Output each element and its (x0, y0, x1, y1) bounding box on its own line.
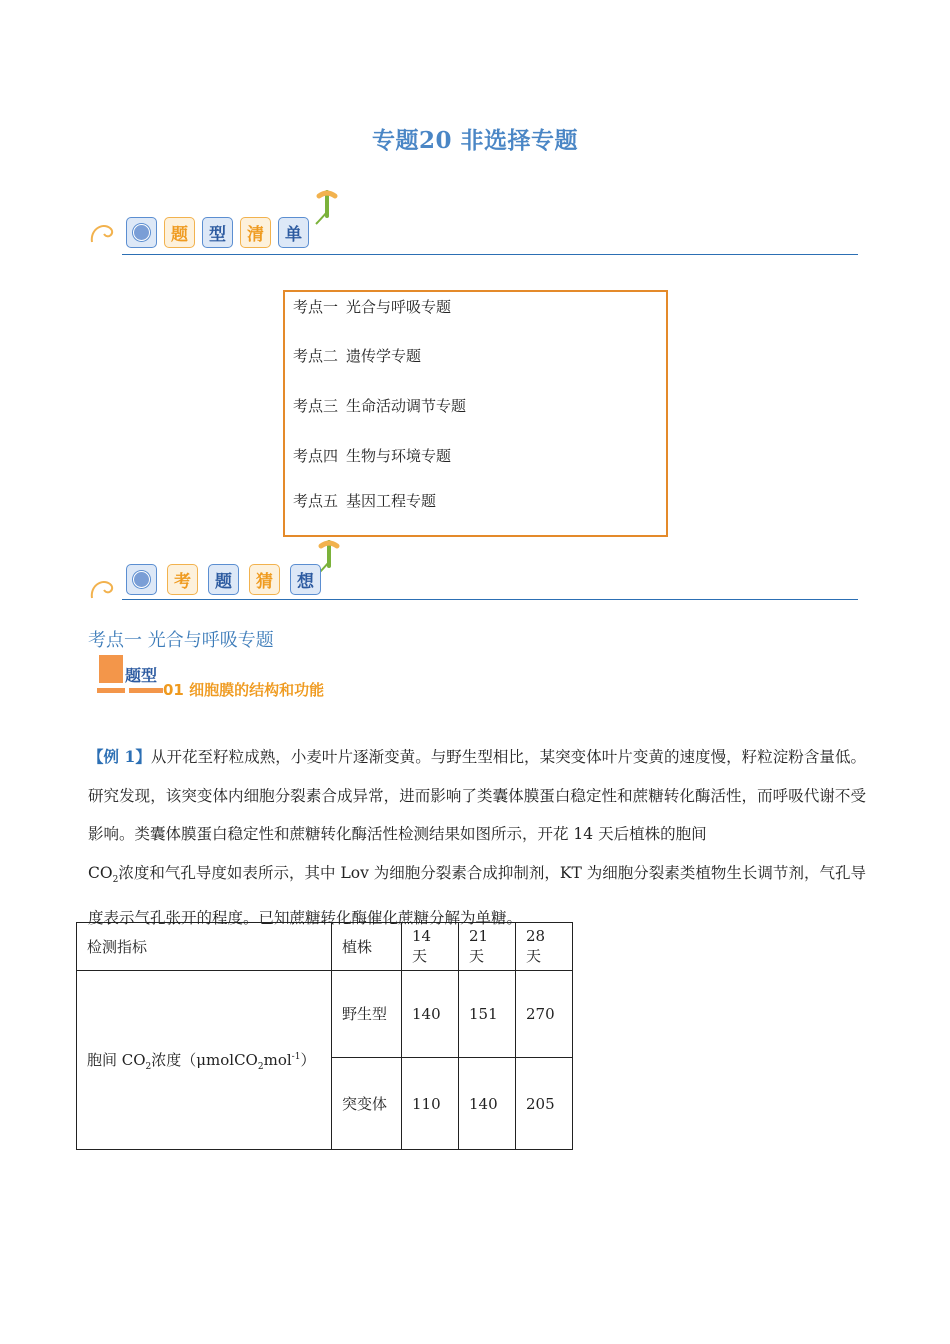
banner-chip: 单 (278, 217, 309, 248)
value-cell: 140 (459, 1058, 516, 1150)
table-header-cell: 检测指标 (77, 923, 332, 971)
example-text: 从开花至籽粒成熟，小麦叶片逐渐变黄。与野生型相比，某突变体叶片变黄的速度慢，籽粒淀粉含量低。研究发现，该突变体内细胞分裂素合成异常，进而影响了类囊体膜蛋白稳定性和蔗糖转化酶活性，而呼吸代谢不受影响。类囊体膜蛋白稳定性和蔗糖转化酶活性检测结果如图所示，开花 14 天后植株的胞间 (88, 748, 866, 843)
row-label-cell: 胞间 $CO_2$浓度（μmolCO$_2$mol$^{-1}$） (77, 971, 332, 1150)
plant-cell: 野生型 (332, 971, 402, 1058)
banner-chip: 考 (167, 564, 198, 595)
topic-list-box (283, 290, 668, 537)
value-cell: 140 (402, 971, 459, 1058)
value-cell: 110 (402, 1058, 459, 1150)
value-cell: 205 (516, 1058, 573, 1150)
section-banner-question-guess (88, 534, 858, 604)
example-text: 浓度和气孔导度如表所示，其中 Lov 为细胞分裂素合成抑制剂，KT 为细胞分裂素类植物生长调节剂，气孔导度表示气孔张开的程度。已知蔗糖转化酶催化蔗糖分解为单糖。 (88, 863, 866, 928)
value-cell: 151 (459, 971, 516, 1058)
table-header-row (77, 923, 573, 971)
swirl-decoration-icon (88, 562, 128, 602)
value-cell: 270 (516, 971, 573, 1058)
question-type-label: 题型 (125, 666, 158, 685)
example-tag: 【例 1】 (88, 747, 151, 766)
co2-subscript: 2 (112, 874, 119, 885)
plant-cell: 突变体 (332, 1058, 402, 1150)
data-table (76, 922, 573, 1150)
question-type-marker (99, 655, 123, 683)
flower-decoration-icon (314, 186, 340, 226)
section-banner-question-list (88, 188, 858, 258)
topic-item: 考点二 遗传学专题 (293, 347, 422, 365)
bullet-chip (126, 217, 157, 248)
banner-chip: 猜 (249, 564, 280, 595)
topic-item: 考点三 生命活动调节专题 (293, 397, 467, 415)
banner-chip: 题 (208, 564, 239, 595)
underline-bar (97, 688, 125, 693)
table-header-cell: 植株 (332, 923, 402, 971)
document-title: 专题20 非选择专题 (371, 127, 578, 154)
table-header-cell: 28 天 (516, 923, 573, 971)
question-type-title: 01 细胞膜的结构和功能 (163, 681, 325, 699)
table-row (77, 971, 573, 1058)
bullet-dot-icon (133, 224, 150, 241)
topic-item: 考点四 生物与环境专题 (293, 447, 452, 465)
bullet-chip (126, 564, 157, 595)
banner-chip: 清 (240, 217, 271, 248)
co2-text: CO (88, 863, 113, 882)
table-header-cell: 21 天 (459, 923, 516, 971)
bullet-dot-icon (133, 571, 150, 588)
example-paragraph (88, 738, 866, 938)
banner-chip: 想 (290, 564, 321, 595)
banner-divider (122, 599, 858, 600)
banner-chip: 题 (164, 217, 195, 248)
section-heading: 考点一 光合与呼吸专题 (88, 630, 274, 651)
underline-bar (129, 688, 163, 693)
swirl-decoration-icon (88, 206, 128, 246)
banner-chip: 型 (202, 217, 233, 248)
question-type-header (97, 655, 357, 699)
banner-divider (122, 254, 858, 255)
topic-item: 考点一 光合与呼吸专题 (293, 298, 452, 316)
topic-item: 考点五 基因工程专题 (293, 492, 437, 510)
table-header-cell: 14 天 (402, 923, 459, 971)
